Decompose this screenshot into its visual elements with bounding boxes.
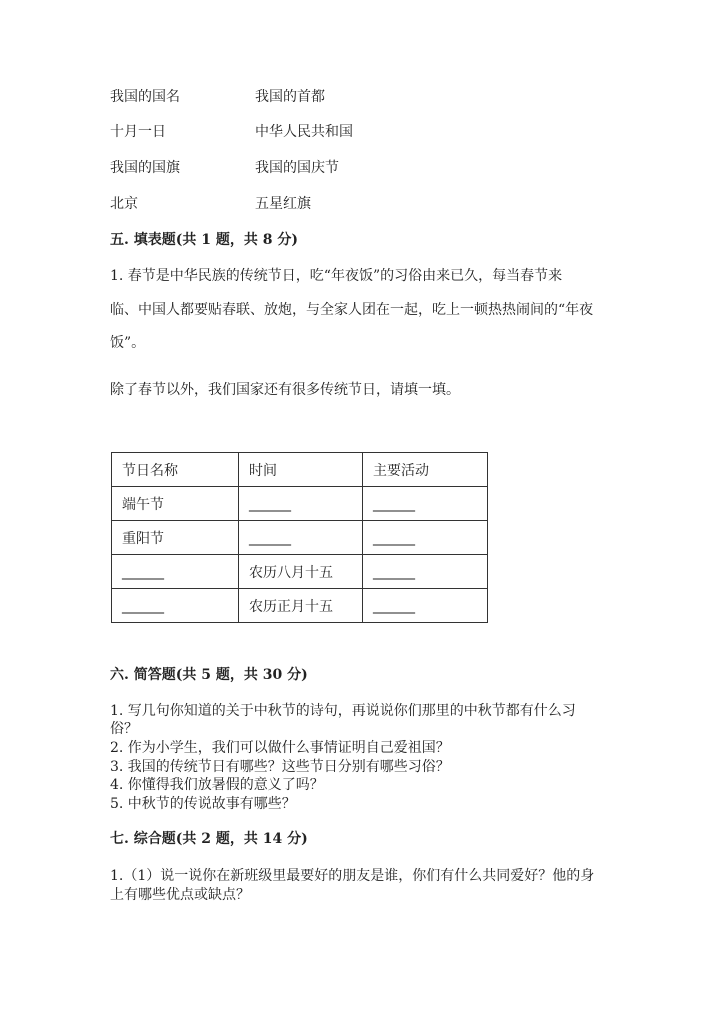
section5-heading: 五. 填表题(共 1 题，共 8 分): [110, 232, 298, 248]
table-cell: ______: [363, 555, 488, 589]
table-cell: ______: [363, 487, 488, 521]
match-left-1: 我国的国名: [110, 89, 180, 105]
table-cell: ______: [363, 521, 488, 555]
section5-instruction: 除了春节以外，我们国家还有很多传统节日，请填一填。: [110, 382, 460, 398]
table-cell: 农历八月十五: [239, 555, 363, 589]
section5-q1-line2: 临、中国人都要贴春联、放炮，与全家人团在一起，吃上一顿热热闹间的“年夜: [110, 302, 594, 318]
table-cell: ______: [112, 555, 239, 589]
table-row: [112, 589, 488, 623]
table-cell: ______: [239, 521, 363, 555]
match-left-4: 北京: [110, 196, 138, 212]
match-left-3: 我国的国旗: [110, 160, 180, 176]
section7-q1-line2: 上有哪些优点或缺点？: [110, 887, 250, 903]
table-row: [112, 521, 488, 555]
section6-q1-line1: 1. 写几句你知道的关于中秋节的诗句，再说说你们那里的中秋节都有什么习: [110, 703, 576, 719]
section7-heading: 七. 综合题(共 2 题，共 14 分): [110, 831, 308, 847]
table-header: 节日名称: [112, 453, 239, 487]
table-row: [112, 555, 488, 589]
table-cell: ______: [112, 589, 239, 623]
festival-table: [111, 452, 488, 623]
section7-q1-line1: 1.（1）说一说你在新班级里最要好的朋友是谁，你们有什么共同爱好？他的身: [110, 868, 595, 884]
table-header: 主要活动: [363, 453, 488, 487]
section6-q2: 2. 作为小学生，我们可以做什么事情证明自己爱祖国？: [110, 740, 450, 756]
section5-q1-line3: 饭”。: [110, 335, 146, 351]
table-cell: 农历正月十五: [239, 589, 363, 623]
match-right-2: 中华人民共和国: [255, 124, 353, 140]
match-right-3: 我国的国庆节: [255, 160, 339, 176]
match-right-1: 我国的首都: [255, 89, 325, 105]
table-row: [112, 487, 488, 521]
table-cell: ______: [363, 589, 488, 623]
table-cell: ______: [239, 487, 363, 521]
table-cell: 端午节: [112, 487, 239, 521]
match-left-2: 十月一日: [110, 124, 166, 140]
table-header-row: [112, 453, 488, 487]
section6-q3: 3. 我国的传统节日有哪些？这些节日分别有哪些习俗？: [110, 759, 450, 775]
section6-q1-line2: 俗？: [110, 721, 138, 737]
section5-q1-line1: 1. 春节是中华民族的传统节日，吃“年夜饭”的习俗由来已久，每当春节来: [110, 268, 563, 284]
table-header: 时间: [239, 453, 363, 487]
table-cell: 重阳节: [112, 521, 239, 555]
section6-q5: 5. 中秋节的传说故事有哪些？: [110, 796, 296, 812]
section6-q4: 4. 你懂得我们放暑假的意义了吗？: [110, 777, 324, 793]
match-right-4: 五星红旗: [255, 196, 311, 212]
section6-heading: 六. 简答题(共 5 题，共 30 分): [110, 667, 308, 683]
